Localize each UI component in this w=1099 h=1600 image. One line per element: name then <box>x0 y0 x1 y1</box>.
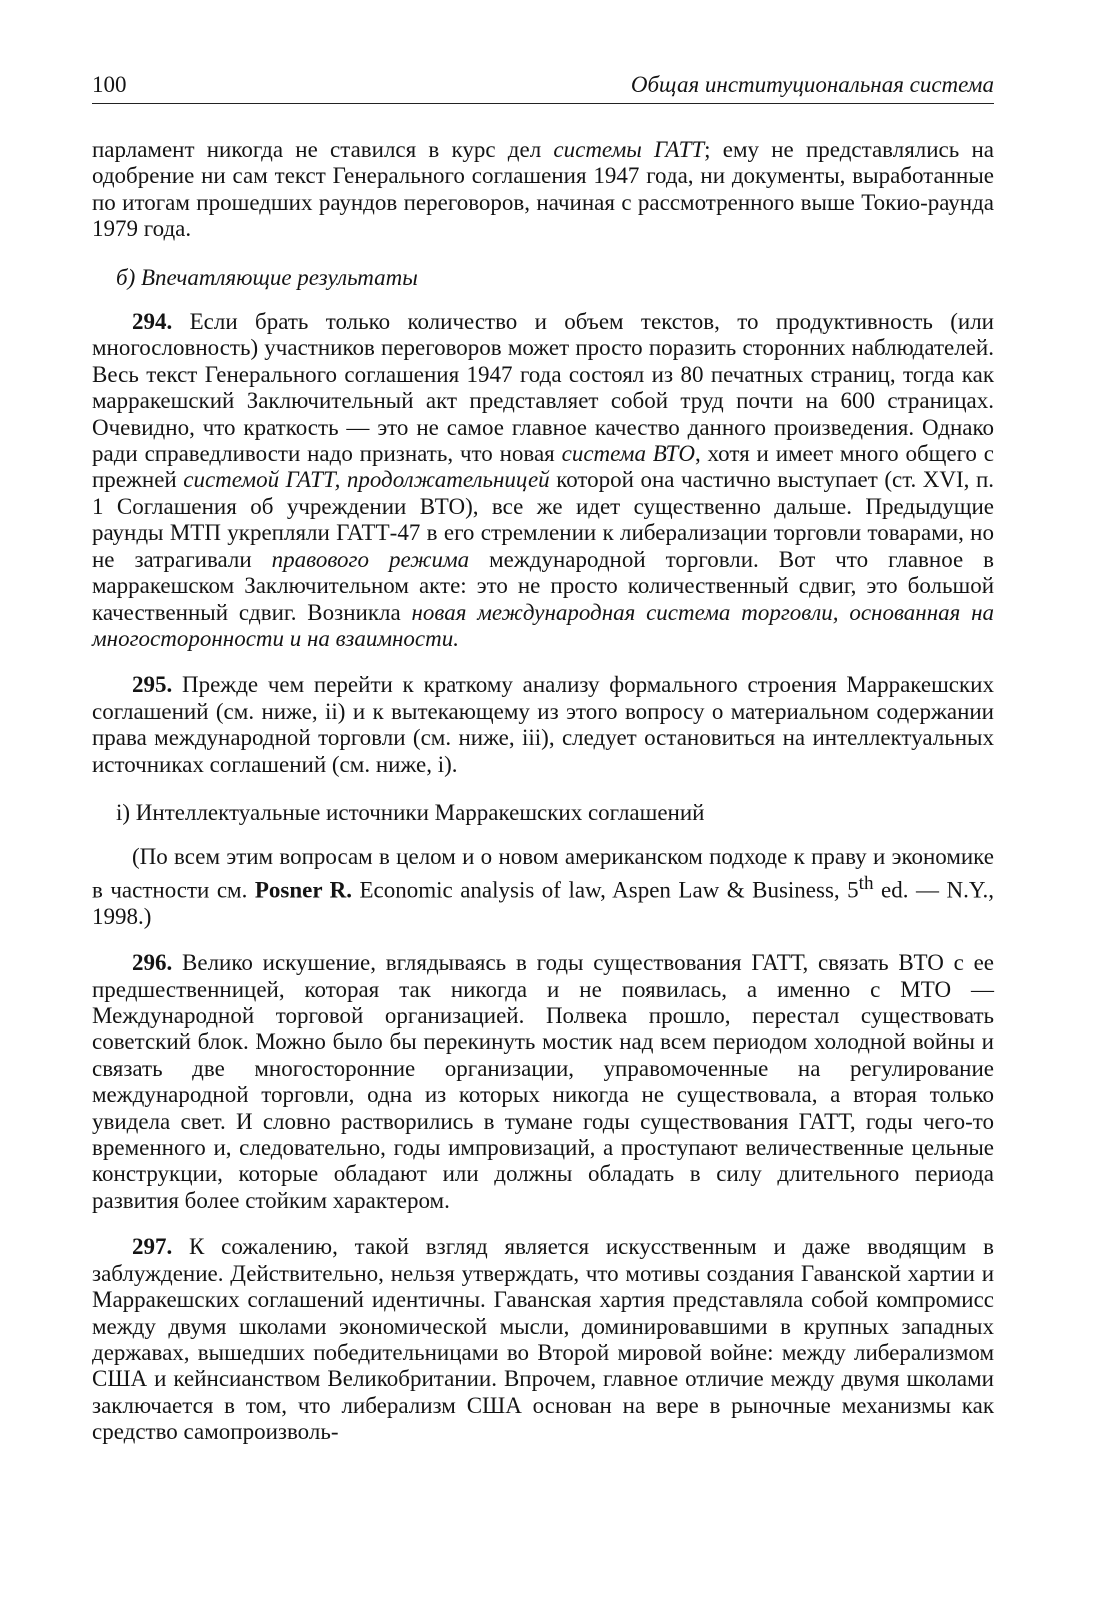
page-body <box>92 137 994 1446</box>
running-header <box>92 58 994 104</box>
running-title: Общая институциональная система <box>630 72 994 97</box>
section-heading-b: б) Впечатляющие результаты <box>116 264 418 290</box>
page-number: 100 <box>92 72 127 97</box>
paragraph-296: 296. Велико искушение, вглядываясь в годы существования ГАТТ, связать ВТО с ее предшественницей, которая так никогда и не появилась, а именно с МТО — Международной торговой организацией. Полвека прошло, перестал существовать советский блок. Можно было бы перекинуть мостик над всем периодом холодной войны и связать две многосторонние организации, управомоченные на регулирование международной торговли, одна из которых никогда не существовала, а вторая только увидела свет. И словно растворились в тумане годы существования ГАТТ, годы чего-то временного и, следовательно, годы импровизаций, а проступают величественные цельные конструкции, которые обладают или должны обладать в силу длительного периода развития более стойким характером. <box>92 950 994 1213</box>
document-page <box>92 58 994 1446</box>
paragraph-294: 294. Если брать только количество и объем текстов, то продуктивность (или многословность) участников переговоров может просто поразить сторонних наблюдателей. Весь текст Генерального соглашения 1947 года состоял из 80 печатных страниц, тогда как марракешский Заключительный акт представляет собой труд почти на 600 страницах. Очевидно, что краткость — это не самое главное качество данного произведения. Однако ради справедливости надо признать, что новая система ВТО, хотя и имеет много общего с прежней системой ГАТТ, продолжательницей которой она частично выступает (ст. XVI, п. 1 Соглашения об учреждении ВТО), все же идет существенно дальше. Предыдущие раунды МТП укрепляли ГАТТ-47 в его стремлении к либерализации торговли товарами, но не затрагивали правового режима международной торговли. Вот что главное в марракешском Заключительном акте: это не просто количественный сдвиг, это большой качественный сдвиг. Возникла новая международная система торговли, основанная на многосторонности и на взаимности. <box>92 309 995 651</box>
reference-note: (По всем этим вопросам в целом и о новом американском подходе к праву и экономике в частности см. Posner R. Economic analysis of law, Aspen Law & Business, 5th ed. — N.Y., 1998.) <box>92 844 994 929</box>
paragraph-295: 295. Прежде чем перейти к краткому анализу формального строения Марракешских соглашений (см. ниже, ii) и к вытекающему из этого вопросу о материальном содержании права международной торговли (см. ниже, iii), следует остановиться на интеллектуальных источниках соглашений (см. ниже, i). <box>92 672 994 777</box>
section-heading-i: i) Интеллектуальные источники Марракешских соглашений <box>116 799 705 825</box>
paragraph-continuation: парламент никогда не ставился в курс дел системы ГАТТ; ему не представлялись на одобрение ни сам текст Генерального соглашения 1947 года, ни документы, выработанные по итогам прошедших раундов переговоров, начиная с рассмотренного выше Токио-раунда 1979 года. <box>92 137 994 242</box>
paragraph-297: 297. К сожалению, такой взгляд является искусственным и даже вводящим в заблуждение. Действительно, нельзя утверждать, что мотивы создания Гаванской хартии и Марракешских соглашений идентичны. Гаванская хартия представляла собой компромисс между двумя школами экономической мысли, доминировавшими в крупных западных державах, вышедших победительницами во Второй мировой войне: между либерализмом США и кейнсианством Великобритании. Впрочем, главное отличие между двумя школами заключается в том, что либерализм США основан на вере в рыночные механизмы как средство самопроизволь- <box>92 1234 994 1445</box>
